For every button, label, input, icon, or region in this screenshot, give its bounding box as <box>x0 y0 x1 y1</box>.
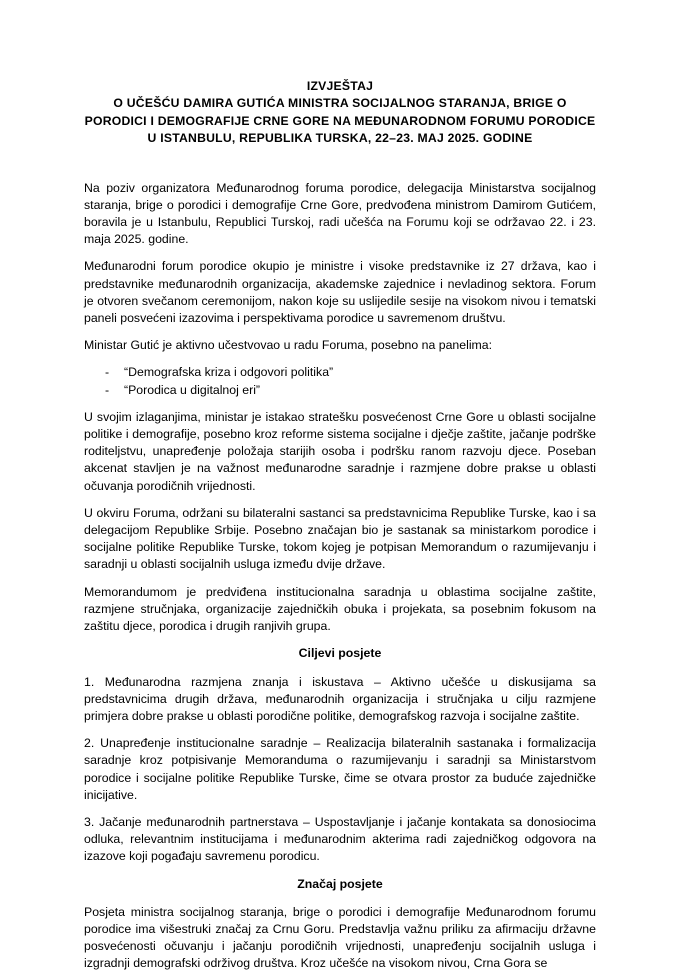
goal-item-1: 1. Međunarodna razmjena znanja i iskustava – Aktivno učešće u diskusijama sa predstavnicima drugih država, međunarodnih organizacija i stručnjaka u cilju razmjene primjera dobre prakse u oblasti porodične politike, demografskog razvoja i socijalne zaštite. <box>84 674 596 723</box>
document-body <box>84 180 596 973</box>
list-item <box>84 364 596 381</box>
title-line-4: U ISTANBULU, REPUBLIKA TURSKA, 22–23. MAJ 2025. GODINE <box>147 131 533 146</box>
paragraph-intro: Na poziv organizatora Međunarodnog foruma porodice, delegacija Ministarstva socijalnog staranja, brige o porodici i demografije Crne Gore, predvođena ministrom Damirom Gutićem, boravila je u Istanbulu, Republici Turskoj, radi učešća na Forumu koji se održavao 22. i 23. maja 2025. godine. <box>84 180 596 247</box>
title-line-2: O UČEŠĆU DAMIRA GUTIĆA MINISTRA SOCIJALNOG STARANJA, BRIGE O <box>113 96 567 111</box>
list-bullet-icon: - <box>105 365 110 380</box>
list-item-label: “Demografska kriza i odgovori politika” <box>124 365 334 380</box>
list-item-label: “Porodica u digitalnoj eri” <box>124 382 261 397</box>
paragraph-forum-overview: Međunarodni forum porodice okupio je ministre i visoke predstavnike iz 27 država, kao i predstavnike međunarodnih organizacija, akademske zajednice i nevladinog sektora. Forum je otvoren svečanom ceremonijom, nakon koje su uslijedile sesije na visokom nivou i tematski paneli posvećeni izazovima i perspektivama porodice u savremenom društvu. <box>84 259 596 326</box>
goal-item-3: 3. Jačanje međunarodnih partnerstava – Uspostavljanje i jačanje kontakata sa donosiocima odluka, relevantnim institucijama i međunarodnim akterima radi zajedničkog odgovora na izazove koji pogađaju savremenu porodicu. <box>84 814 596 864</box>
paragraph-bilateral: U okviru Foruma, održani su bilateralni sastanci sa predstavnicima Republike Turske, kao i sa delegacijom Republike Srbije. Posebno značajan bio je sastanak sa ministarkom porodice i socijalne politike Republike Turske, tokom kojeg je potpisan Memorandum o razumijevanju i saradnji u oblasti socijalnih usluga između dvije države. <box>84 505 596 572</box>
title-line-1: IZVJEŠTAJ <box>306 79 374 93</box>
panel-list <box>84 364 596 398</box>
list-bullet-icon: - <box>105 382 110 397</box>
page-title <box>84 78 596 148</box>
paragraph-panels-lead: Ministar Gutić je aktivno učestvovao u radu Foruma, posebno na panelima: <box>84 338 493 353</box>
section-heading-significance: Značaj posjete <box>297 876 383 891</box>
paragraph-memorandum: Memorandumom je predviđena institucionalna saradnja u oblastima socijalne zaštite, razmjene stručnjaka, organizacije zajedničkih obuka i projekata, sa posebnim fokusom na zaštitu djece, porodica i drugih ranjivih grupa. <box>84 584 596 634</box>
section-heading-goals: Ciljevi posjete <box>298 646 382 661</box>
title-line-3: PORODICI I DEMOGRAFIJE CRNE GORE NA MEĐUNARODNOM FORUMU PORODICE <box>84 113 596 128</box>
list-item <box>84 382 596 399</box>
paragraph-significance: Posjeta ministra socijalnog staranja, brige o porodici i demografije Međunarodnom forumu porodice ima višestruki značaj za Crnu Goru. Predstavlja važnu priliku za afirmaciju državne posvećenosti očuvanju i jačanju porodičnih vrijednosti, unapređenju socijalnih usluga i izgradnji demografski održivog društva. Kroz učešće na visokom nivou, Crna Gora se <box>84 904 596 971</box>
goal-item-2: 2. Unapređenje institucionalne saradnje – Realizacija bilateralnih sastanaka i formalizacija saradnje kroz potpisivanje Memoranduma o razumijevanju i saradnji sa Ministarstvom porodice i socijalne politike Republike Turske, čime se otvara prostor za buduće zajedničke inicijative. <box>84 736 596 802</box>
paragraph-statements: U svojim izlaganjima, ministar je istakao stratešku posvećenost Crne Gore u oblasti socijalne politike i demografije, posebno kroz reforme sistema socijalne i dječje zaštite, jačanje podrške roditeljstvu, unapređenje položaja starijih osoba i podršku ranom razvoju djece. Poseban akcenat stavljen je na važnost međunarodne saradnje i razmjene dobre prakse u oblasti očuvanja porodičnih vrijednosti. <box>84 409 596 493</box>
